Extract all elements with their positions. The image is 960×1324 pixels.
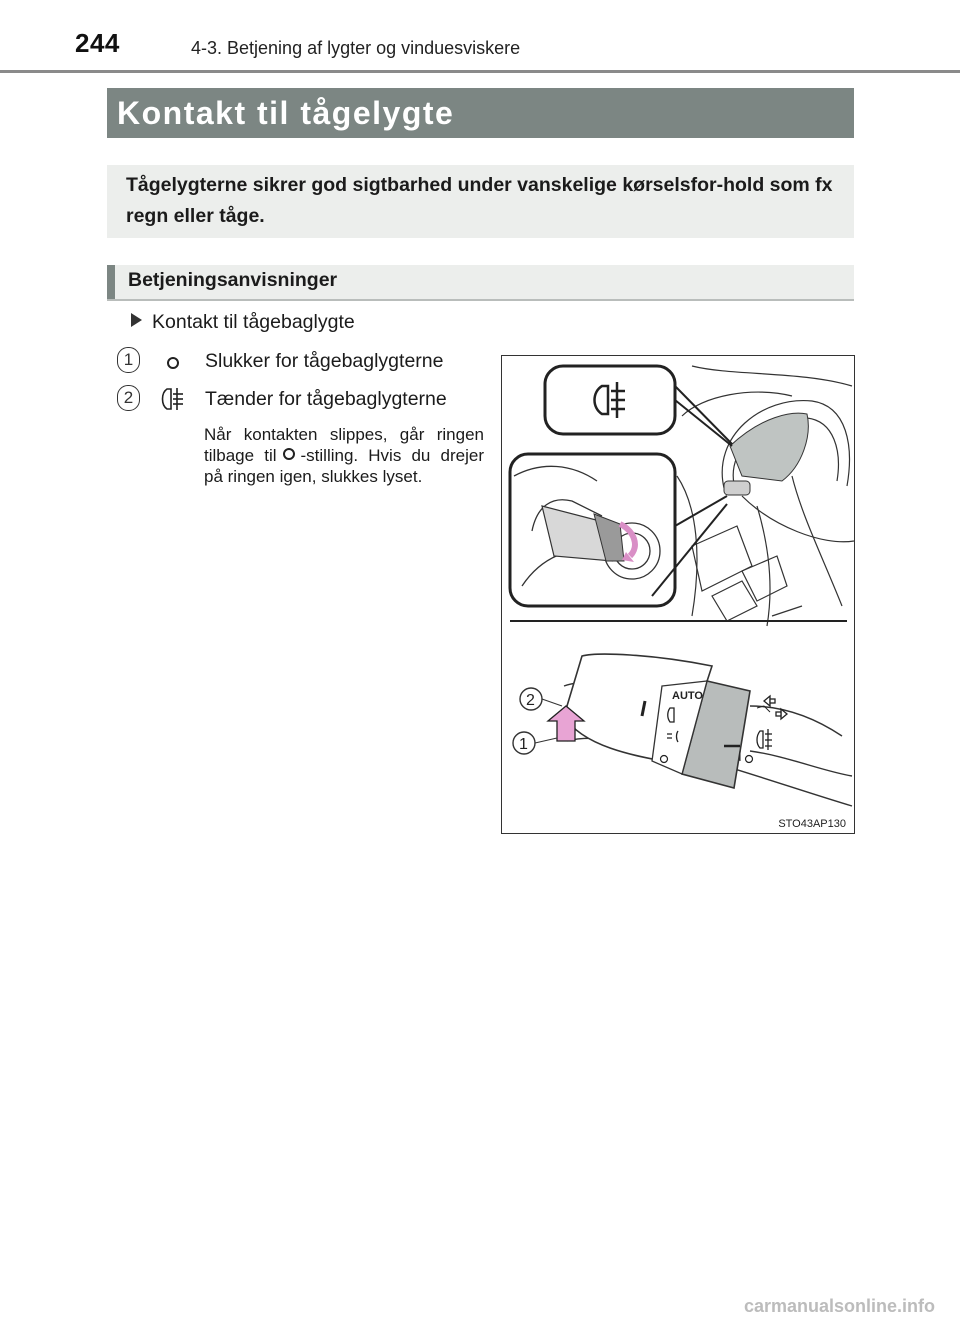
bullet-item (131, 311, 355, 334)
rear-fog-light-icon (158, 385, 190, 413)
note-part-1: Når kontakten slippes, går ringen tilbage til (204, 425, 484, 465)
bullet-text: Kontakt til tågebaglygte (152, 311, 355, 333)
figure-code: STO43AP130 (778, 818, 846, 830)
item-2-label: Tænder for tågebaglygterne (205, 388, 447, 410)
item-number-1: 1 (117, 347, 140, 373)
running-head: 4-3. Betjening af lygter og vinduesviskere (191, 38, 521, 58)
section-heading-band (107, 265, 854, 301)
page-number: 244 (75, 28, 120, 58)
auto-label: AUTO (672, 690, 703, 702)
triangle-bullet-icon (131, 313, 142, 327)
figure-label-1: 1 (519, 736, 528, 753)
intro-box (107, 165, 854, 238)
off-circle-icon (163, 353, 183, 373)
footer-watermark: carmanualsonline.info (744, 1296, 936, 1316)
item-number-2: 2 (117, 385, 140, 411)
page-title: Kontakt til tågelygte (117, 95, 455, 131)
item-1-label: Slukker for tågebaglygterne (205, 350, 444, 372)
header-rule (0, 70, 960, 73)
title-band (107, 88, 854, 138)
off-circle-inline-icon (283, 448, 295, 460)
illustration-figure (501, 355, 855, 834)
fog-switch-illustration (502, 356, 854, 833)
section-heading: Betjeningsanvisninger (128, 269, 338, 291)
note-part-2: -stilling. Hvis du drejer på ringen igen, slukkes lyset. (204, 446, 484, 486)
note-text (204, 424, 484, 487)
figure-label-2: 2 (526, 692, 535, 709)
section-accent-bar (107, 265, 115, 299)
intro-text: Tågelygterne sikrer god sigtbarhed under vanskelige kørselsfor-hold som fx regn eller tåge. (126, 174, 833, 227)
